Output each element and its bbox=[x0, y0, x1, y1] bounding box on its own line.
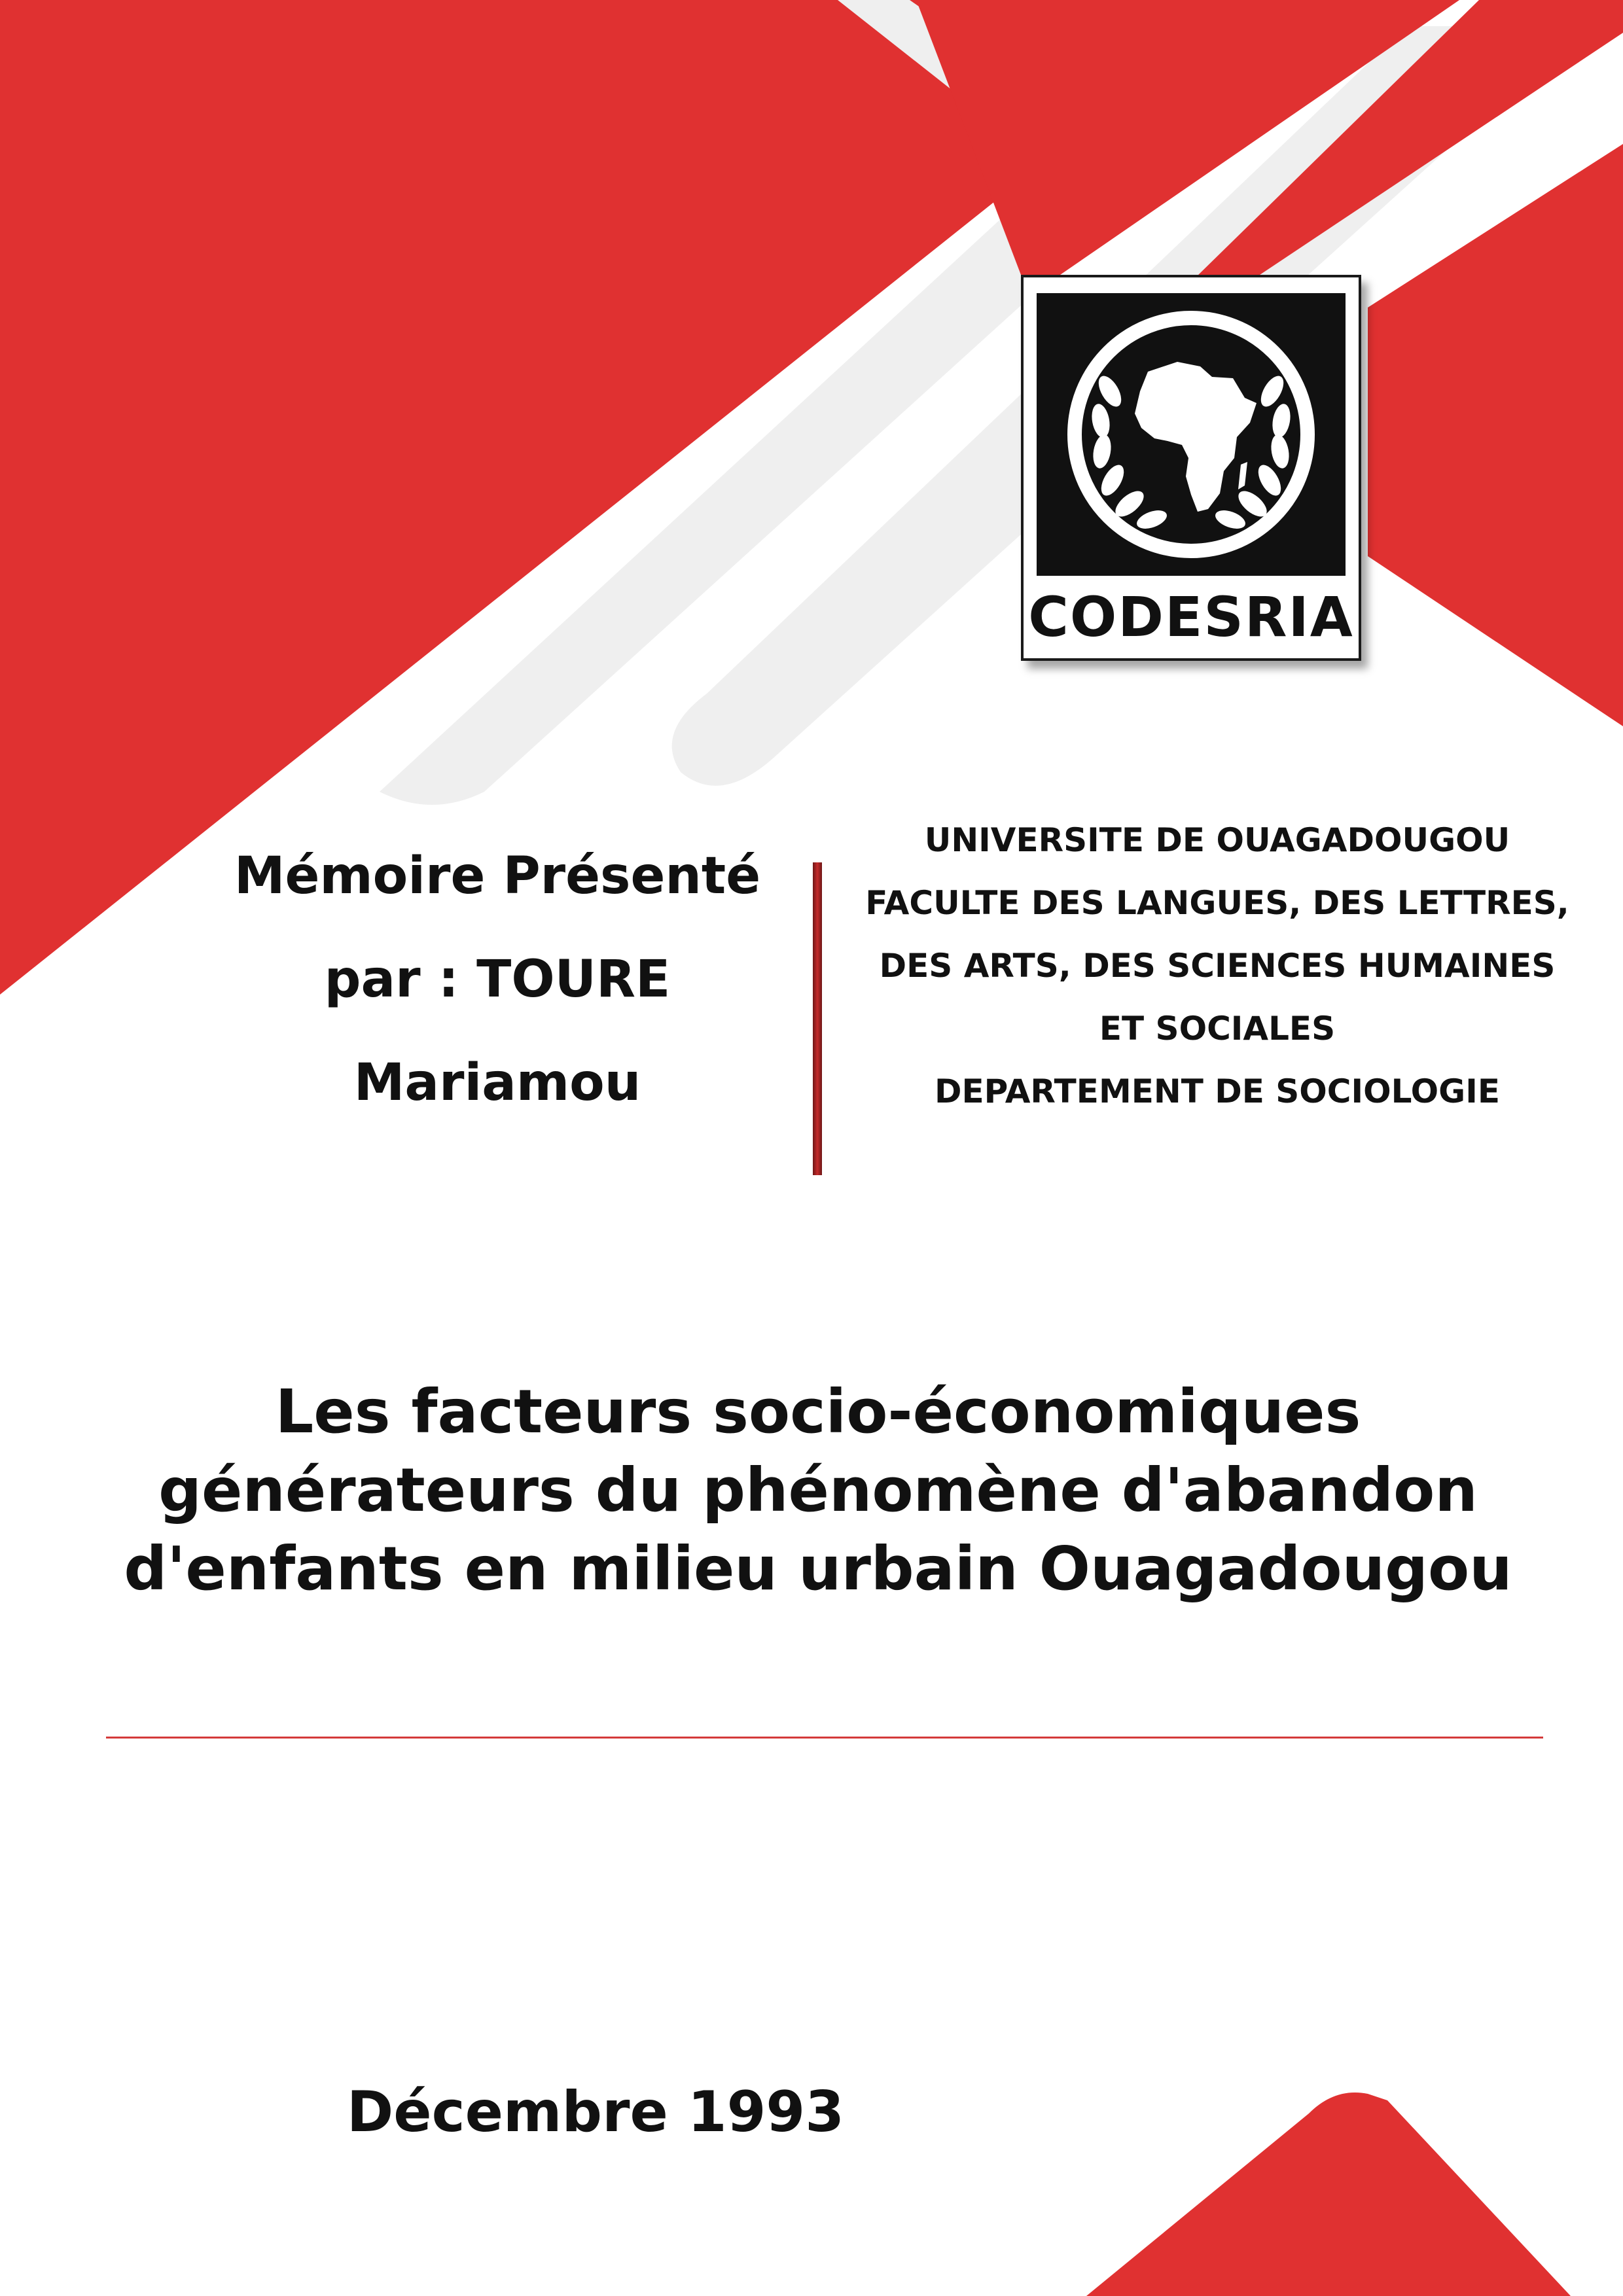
presenter-line-2: par : TOURE bbox=[324, 950, 671, 1009]
horizontal-rule bbox=[106, 1737, 1543, 1739]
publication-date: Décembre 1993 bbox=[346, 2079, 845, 2145]
presenter-line-1: Mémoire Présenté bbox=[234, 847, 761, 906]
title-line-3: d'enfants en milieu urbain Ouagadougou bbox=[124, 1534, 1512, 1604]
department-name: DEPARTEMENT DE SOCIOLOGIE bbox=[935, 1072, 1500, 1110]
africa-laurel-emblem-icon bbox=[1037, 293, 1346, 576]
title-line-1: Les facteurs socio-économiques bbox=[275, 1377, 1361, 1447]
logo-wordmark: CODESRIA bbox=[1028, 585, 1354, 649]
red-corner-triangle-bottom-right bbox=[1086, 2093, 1571, 2296]
vertical-divider bbox=[813, 862, 822, 1175]
thesis-title bbox=[26, 1373, 1610, 1608]
faculty-line-3: ET SOCIALES bbox=[1099, 1010, 1336, 1048]
title-line-2: générateurs du phénomène d'abandon bbox=[158, 1455, 1478, 1525]
faculty-line-1: FACULTE DES LANGUES, DES LETTRES, bbox=[865, 884, 1569, 922]
codesria-logo bbox=[1021, 275, 1361, 661]
university-name: UNIVERSITE DE OUAGADOUGOU bbox=[924, 821, 1510, 859]
faculty-line-2: DES ARTS, DES SCIENCES HUMAINES bbox=[879, 947, 1556, 985]
institution-block bbox=[844, 809, 1590, 1123]
presenter-block bbox=[177, 824, 818, 1135]
red-corner-triangle-top-right bbox=[1368, 144, 1623, 726]
presenter-line-3: Mariamou bbox=[353, 1053, 641, 1112]
